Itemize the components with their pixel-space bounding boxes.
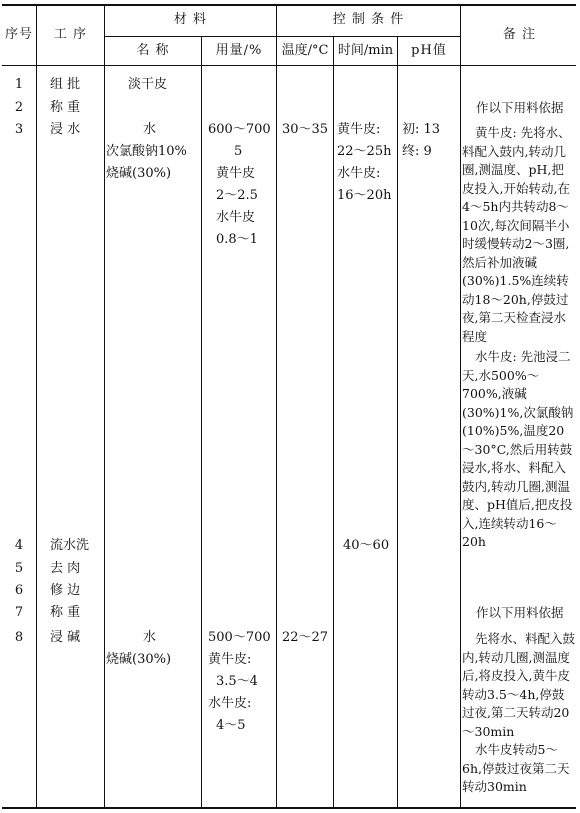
row-3-times [337,119,397,207]
header-time: 时间/min [337,43,394,58]
header-materials: 材 料 [173,12,208,27]
table-bottom-rule [2,807,576,809]
amount-value: 黄牛皮 [216,166,256,181]
row-3-amounts [208,119,276,251]
time-value: 16～20h [337,188,392,203]
header-control: 控 制 条 件 [332,12,405,27]
amount-value: 0.8～1 [216,232,258,247]
header-notes: 备 注 [502,27,537,42]
row-3-process: 浸 水 [50,122,81,137]
row-7-process: 称 重 [50,605,81,620]
row-1-material: 淡干皮 [128,77,168,92]
material-name: 次氯酸钠10% [106,144,187,159]
material-name: 水 [142,122,156,137]
note-water-buffalo: 水牛皮: 先池浸二天,水500%～700%,液碱(30%)1%,次氯酸钠(10%)5%,温度20～30°C,然后用转鼓浸水,将水、料配入鼓内,转动几圈,测温度、pH值后,把皮投入,连续转动16～20h [462,349,574,549]
row-4-process: 流水洗 [50,538,90,553]
row-6-no: 6 [14,583,24,598]
header-amount: 用量/% [215,43,263,58]
column-divider [201,37,202,808]
row-3-no: 3 [14,122,24,137]
row-8-process: 浸 碱 [50,630,81,645]
time-value: 22～25h [337,144,392,159]
note-yellow-cattle: 黄牛皮: 先将水、料配入鼓内,转动几圈,测温度、pH,把皮投入,开始转动,在4～5h内共转动8～10次,每次间隔半小时缓慢转动2～3圈,然后补加液碱(30%)1.5%连续转动18～20h,停鼓过夜,第二天检查浸水程度 [462,125,571,344]
note-buffalo-rotation: 水牛皮转动5～6h,停鼓过夜第二天转动30min [462,742,570,794]
row-5-process: 去 肉 [50,561,81,576]
amount-value: 水牛皮: [208,696,252,711]
header-name: 名 称 [136,43,170,58]
row-2-process: 称 重 [50,100,81,115]
row-3-temp: 30～35 [281,122,329,137]
amount-value: 黄牛皮: [208,652,252,667]
time-value: 水牛皮: [337,166,381,181]
row-4-no: 4 [14,538,24,553]
header-seq: 序号 [4,27,33,42]
row-1-no: 1 [14,77,24,92]
note-steeping-procedure: 先将水、料配入鼓内,转动几圈,测温度后,将皮投入,黄牛皮转动3.5～4h,停鼓过夜,第二天转动20～30min [462,631,576,739]
row-7-no: 7 [14,605,24,620]
row-3-materials [106,119,201,185]
header-mid-rule [104,36,461,37]
header-bottom-rule [2,65,576,66]
row-8-amounts [208,627,276,737]
column-divider [36,5,37,808]
note-row-3 [462,124,575,552]
amount-value: 水牛皮 [216,210,256,225]
note-row-7: 作以下用料依据 [476,605,564,620]
column-divider [397,37,398,808]
ph-value: 初: 13 [402,122,441,137]
amount-value: 2～2.5 [216,188,258,203]
row-8-no: 8 [14,630,24,645]
note-row-2: 作以下用料依据 [476,100,564,115]
header-temp: 温度/°C [281,43,329,58]
header-ph: pH值 [411,43,447,58]
note-row-8 [462,630,575,797]
amount-value: 600～700 [208,122,271,137]
column-divider [460,5,461,808]
material-name: 水 [142,630,156,645]
row-1-process: 组 批 [50,77,81,92]
column-divider [333,37,334,808]
row-6-process: 修 边 [50,583,81,598]
material-name: 烧碱(30%) [106,652,172,667]
amount-value: 4～5 [216,718,246,733]
row-3-ph [402,119,460,163]
row-2-no: 2 [14,100,24,115]
amount-value: 5 [234,144,243,159]
amount-value: 3.5～4 [216,674,258,689]
material-name: 烧碱(30%) [106,166,172,181]
row-8-temp: 22～27 [281,630,329,645]
column-divider [104,5,105,808]
row-4-time: 40～60 [343,538,390,553]
table-top-rule [2,4,576,6]
time-value: 黄牛皮: [337,122,381,137]
ph-value: 终: 9 [402,144,432,159]
row-8-materials [106,627,201,671]
row-5-no: 5 [14,561,24,576]
header-process: 工 序 [53,27,88,42]
amount-value: 500～700 [208,630,271,645]
